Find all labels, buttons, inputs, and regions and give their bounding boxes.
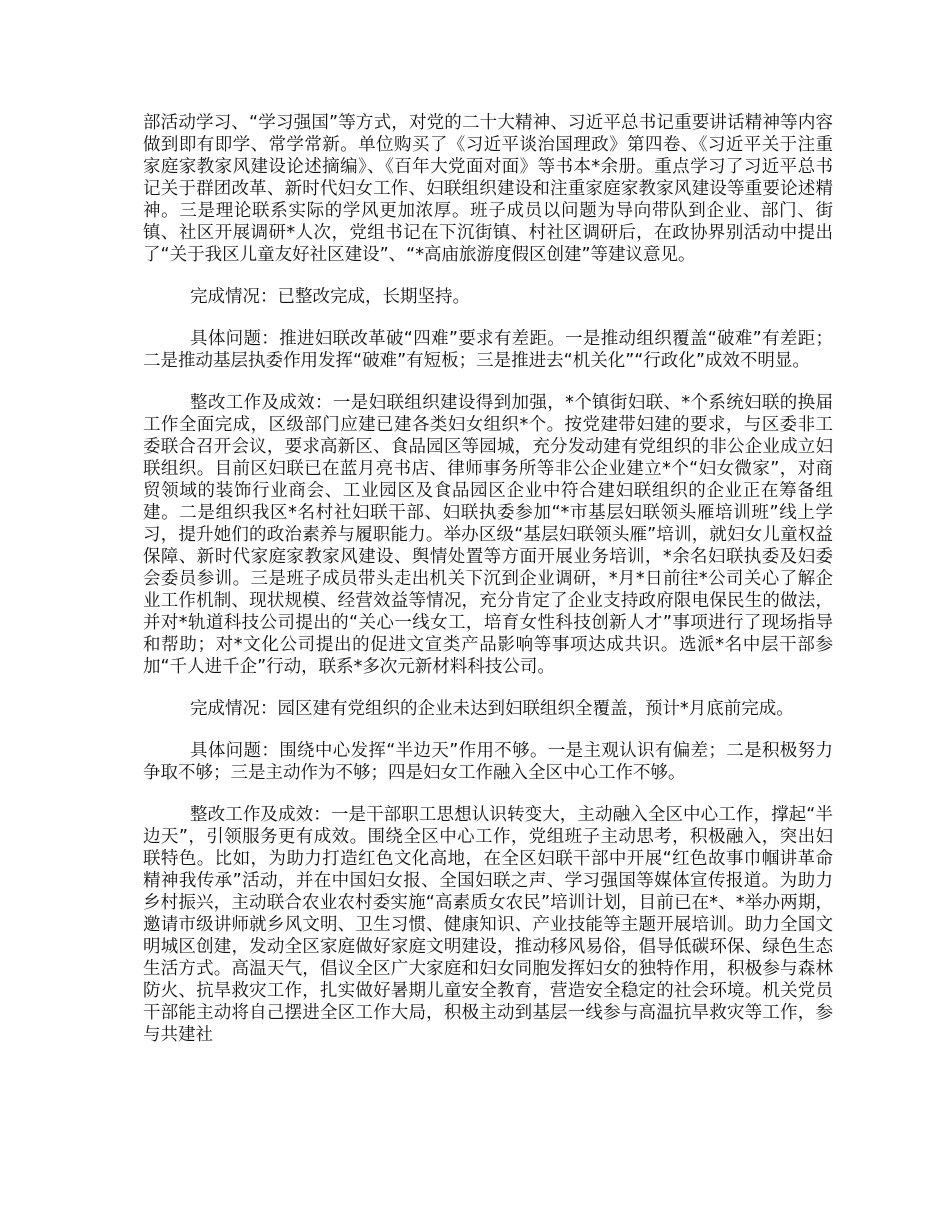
document-page <box>143 112 833 1066</box>
paragraph-completion-status-1: 完成情况：已整改完成，长期坚持。 <box>190 287 470 307</box>
paragraph-rectification-1: 整改工作及成效：一是妇联组织建设得到加强，*个镇街妇联、*个系统妇联的换届工作全面完成，区级部门应建已建各类妇女组织*个。按党建带妇建的要求，与区委非工委联合召开会议，要求高新区、食品园区等园城，充分发动建有党组织的非公企业成立妇联组织。目前区妇联已在蓝月亮书店、律师事务所等非公企业建立*个“妇女微家”，对商贸领域的装饰行业商会、工业园区及食品园区企业中符合建妇联组织的企业正在筹备组建。二是组织我区*名村社妇联干部、妇联执委参加“*市基层妇联领头雁培训班”线上学习，提升她们的政治素养与履职能力。举办区级“基层妇联领头雁”培训，就妇女儿童权益保障、新时代家庭家教家风建设、舆情处置等方面开展业务培训，*余名妇联执委及妇委会委员参训。三是班子成员带头走出机关下沉到企业调研，*月*日前往*公司关心了解企业工作机制、现状规模、经营效益等情况，充分肯定了企业支持政府限电保民生的做法，并对*轨道科技公司提出的“关心一线女工，培育女性科技创新人才”事项进行了现场指导和帮助；对*文化公司提出的促进文宣类产品影响等事项达成共识。选派*名中层干部参加“千人进千企”行动，联系*多次元新材料科技公司。 <box>143 393 833 677</box>
paragraph-rectification-2: 整改工作及成效：一是干部职工思想认识转变大，主动融入全区中心工作，撑起“半边天”，引领服务更有成效。围绕全区中心工作，党组班子主动思考，积极融入，突出妇联特色。比如，为助力打造红色文化高地，在全区妇联干部中开展“红色故事巾帼讲革命精神我传承”活动，并在中国妇女报、全国妇联之声、学习强国等媒体宣传报道。为助力乡村振兴，主动联合农业农村委实施“高素质女农民”培训计划，目前已在*、*举办两期，邀请市级讲师就乡风文明、卫生习惯、健康知识、产业技能等主题开展培训。助力全国文明城区创建，发动全区家庭做好家庭文明建设，推动移风易俗，倡导低碳环保、绿色生态生活方式。高温天气，倡议全区广大家庭和妇女同胞发挥妇女的独特作用，积极参与森林防火、抗旱救灾工作，扎实做好暑期儿童安全教育，营造安全稳定的社会环境。机关党员干部能主动将自己摆进全区工作大局，积极主动到基层一线参与高温抗旱救灾等工作，参与共建社 <box>143 805 833 1045</box>
paragraph-specific-problem-2: 具体问题：围绕中心发挥“半边天”作用不够。一是主观认识有偏差；二是积极努力争取不够；三是主动作为不够；四是妇女工作融入全区中心工作不够。 <box>143 741 833 783</box>
paragraph-completion-status-2: 完成情况：园区建有党组织的企业未达到妇联组织全覆盖，预计*月底前完成。 <box>190 699 794 719</box>
paragraph-continuation: 部活动学习、“学习强国”等方式，对党的二十大精神、习近平总书记重要讲话精神等内容做到即有即学、常学常新。单位购买了《习近平谈治国理政》第四卷、《习近平关于注重家庭家教家风建设论述摘编》、《百年大党面对面》等书本*余册。重点学习了习近平总书记关于群团改革、新时代妇女工作、妇联组织建设和注重家庭家教家风建设等重要论述精神。三是理论联系实际的学风更加浓厚。班子成员以问题为导向带队到企业、部门、街镇、社区开展调研*人次，党组书记在下沉街镇、村社区调研后，在政协界别活动中提出了“关于我区儿童友好社区建设”、“*高庙旅游度假区创建”等建议意见。 <box>143 113 833 265</box>
paragraph-specific-problem-1: 具体问题：推进妇联改革破“四难”要求有差距。一是推动组织覆盖“破难”有差距；二是推动基层执委作用发挥“破难”有短板；三是推进去“机关化”“行政化”成效不明显。 <box>143 329 833 371</box>
